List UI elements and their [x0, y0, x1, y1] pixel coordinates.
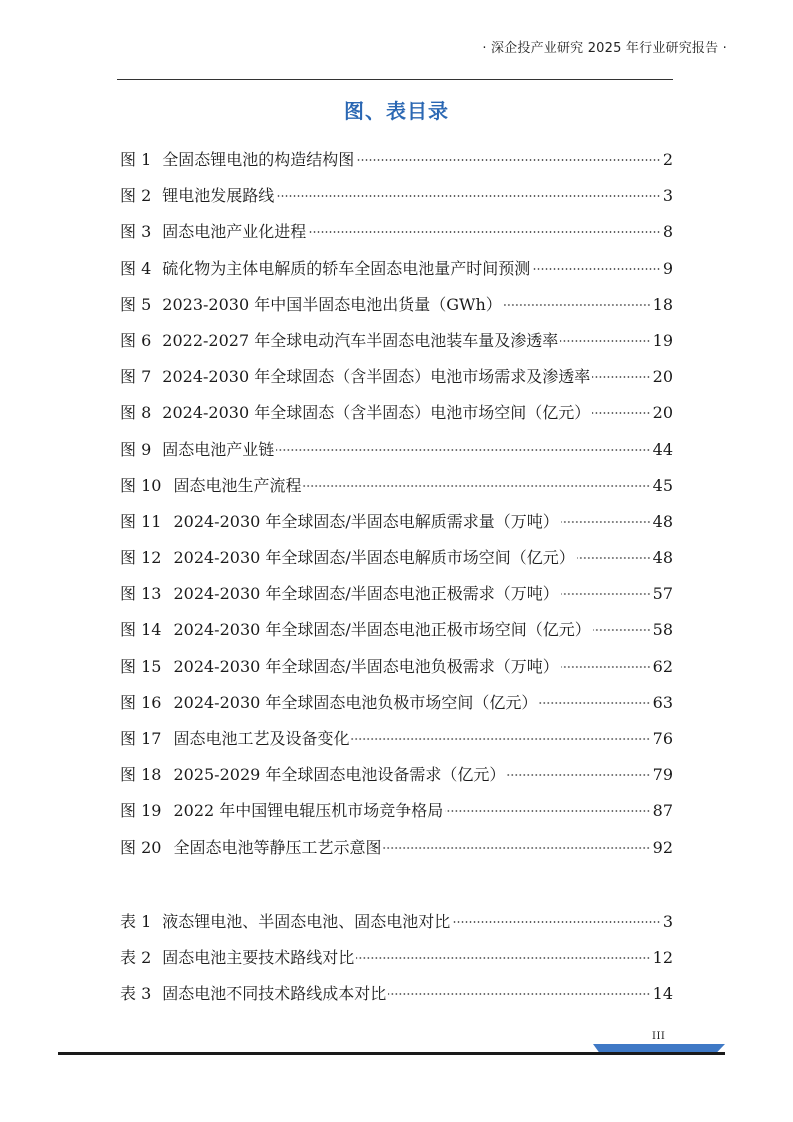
- entry-label: 图 4: [120, 258, 152, 278]
- figure-entry[interactable]: [120, 251, 673, 287]
- dot-leader: [532, 268, 661, 270]
- header-divider: [117, 79, 673, 80]
- entry-label: 图 15: [120, 656, 162, 676]
- entry-title: 2024-2030 年全球固态/半固态电池负极需求（万吨）: [173, 656, 559, 676]
- dot-leader: [593, 629, 651, 631]
- entry-page-number: 63: [652, 692, 673, 712]
- entry-label: 图 5: [120, 294, 152, 314]
- figure-entry[interactable]: [120, 214, 673, 250]
- entry-title: 固态电池工艺及设备变化: [173, 729, 350, 748]
- dot-leader: [308, 231, 661, 233]
- entry-title: 2024-2030 年全球固态（含半固态）电池市场需求及渗透率: [162, 367, 591, 387]
- table-entry[interactable]: [120, 976, 673, 1012]
- entry-title: 2022-2027 年全球电动汽车半固态电池装车量及渗透率: [162, 330, 559, 350]
- entry-title: 液态锂电池、半固态电池、固态电池对比: [162, 912, 451, 931]
- entry-label: 图 7: [120, 367, 152, 387]
- dot-leader: [388, 993, 650, 995]
- figure-entry[interactable]: [120, 757, 673, 793]
- entry-page-number: 87: [652, 801, 673, 821]
- entry-title: 固态电池不同技术路线成本对比: [162, 984, 387, 1004]
- table-entry[interactable]: [120, 940, 673, 976]
- entry-page-number: 79: [652, 765, 673, 785]
- entry-label: 图 8: [120, 403, 152, 423]
- entry-label: 图 6: [120, 330, 152, 350]
- entry-label: 图 16: [120, 692, 162, 712]
- figure-entry[interactable]: [120, 432, 673, 468]
- entry-label: 图 12: [120, 548, 162, 568]
- entry-page-number: 45: [652, 475, 673, 495]
- dot-leader: [507, 774, 650, 776]
- dot-leader: [303, 485, 650, 487]
- entry-label: 图 11: [120, 511, 162, 531]
- entry-page-number: 3: [662, 186, 673, 206]
- entry-page-number: 92: [652, 837, 673, 857]
- entry-label: 图 3: [120, 222, 152, 242]
- entry-title: 全固态锂电池的构造结构图: [162, 150, 355, 169]
- dot-leader: [577, 557, 651, 559]
- entry-page-number: 2: [662, 150, 673, 169]
- entry-label: 图 14: [120, 620, 162, 640]
- entry-label: 图 2: [120, 186, 152, 206]
- table-list: [120, 904, 673, 1013]
- page-title: 图、表目录: [344, 99, 449, 123]
- dot-leader: [561, 666, 651, 668]
- figure-entry[interactable]: [120, 395, 673, 431]
- dot-leader: [445, 810, 650, 812]
- figure-entry[interactable]: [120, 793, 673, 829]
- entry-title: 固态电池产业链: [162, 439, 275, 459]
- figure-entry[interactable]: [120, 540, 673, 576]
- entry-page-number: 58: [652, 620, 673, 640]
- dot-leader: [351, 738, 650, 740]
- entry-title: 2022 年中国锂电辊压机市场竞争格局: [173, 801, 444, 821]
- dot-leader: [504, 304, 651, 306]
- dot-leader: [560, 340, 650, 342]
- dot-leader: [452, 921, 661, 923]
- entry-page-number: 20: [652, 367, 673, 387]
- entry-title: 2024-2030 年全球固态电池负极市场空间（亿元）: [173, 692, 538, 712]
- figure-entry[interactable]: [120, 649, 673, 685]
- entry-page-number: 18: [652, 294, 673, 314]
- figure-entry[interactable]: [120, 323, 673, 359]
- figure-entry[interactable]: [120, 721, 673, 757]
- dot-leader: [356, 957, 650, 959]
- entry-label: 表 3: [120, 984, 152, 1004]
- dot-leader: [592, 412, 650, 414]
- entry-label: 图 18: [120, 765, 162, 785]
- entry-title: 2024-2030 年全球固态/半固态电池正极市场空间（亿元）: [173, 620, 591, 640]
- entry-page-number: 20: [652, 403, 673, 423]
- figure-entry[interactable]: [120, 504, 673, 540]
- entry-page-number: 3: [662, 912, 673, 931]
- entry-title: 2024-2030 年全球固态（含半固态）电池市场空间（亿元）: [162, 403, 591, 423]
- page-number: III: [652, 1031, 666, 1042]
- entry-page-number: 9: [662, 258, 673, 278]
- figure-entry[interactable]: [120, 468, 673, 504]
- entry-label: 图 10: [120, 475, 162, 495]
- running-header: · 深企投产业研究 2025 年行业研究报告 ·: [482, 41, 727, 56]
- dot-leader: [276, 195, 661, 197]
- entry-label: 图 20: [120, 837, 162, 857]
- figure-entry[interactable]: [120, 142, 673, 178]
- entry-page-number: 44: [652, 439, 673, 459]
- figure-list: [120, 142, 673, 866]
- dot-leader: [539, 702, 650, 704]
- entry-page-number: 57: [652, 584, 673, 604]
- entry-page-number: 8: [662, 222, 673, 242]
- entry-title: 硫化物为主体电解质的轿车全固态电池量产时间预测: [162, 258, 531, 278]
- footer-divider: [58, 1052, 725, 1055]
- entry-label: 图 1: [120, 150, 152, 169]
- figure-entry[interactable]: [120, 830, 673, 866]
- entry-title: 固态电池主要技术路线对比: [162, 948, 355, 968]
- entry-title: 固态电池生产流程: [173, 475, 302, 495]
- entry-page-number: 19: [652, 330, 673, 350]
- entry-title: 锂电池发展路线: [162, 186, 275, 206]
- entry-page-number: 62: [652, 656, 673, 676]
- entry-label: 图 9: [120, 439, 152, 459]
- table-entry[interactable]: [120, 904, 673, 940]
- entry-title: 固态电池产业化进程: [162, 222, 307, 242]
- dot-leader: [561, 593, 651, 595]
- entry-page-number: 48: [652, 511, 673, 531]
- entry-title: 2023-2030 年中国半固态电池出货量（GWh）: [162, 294, 502, 314]
- figure-entry[interactable]: [120, 178, 673, 214]
- entry-page-number: 76: [652, 729, 673, 748]
- figure-entry[interactable]: [120, 612, 673, 648]
- entry-title: 2024-2030 年全球固态/半固态电解质市场空间（亿元）: [173, 548, 575, 568]
- entry-label: 图 17: [120, 729, 162, 748]
- entry-page-number: 12: [652, 948, 673, 968]
- entry-title: 2024-2030 年全球固态/半固态电解质需求量（万吨）: [173, 511, 559, 531]
- figure-entry[interactable]: [120, 287, 673, 323]
- entry-page-number: 48: [652, 548, 673, 568]
- entry-label: 表 1: [120, 912, 152, 931]
- entry-title: 2025-2029 年全球固态电池设备需求（亿元）: [173, 765, 506, 785]
- entry-page-number: 14: [652, 984, 673, 1004]
- figure-entry[interactable]: [120, 576, 673, 612]
- entry-title: 全固态电池等静压工艺示意图: [173, 837, 382, 857]
- figure-entry[interactable]: [120, 359, 673, 395]
- dot-leader: [356, 159, 661, 161]
- entry-title: 2024-2030 年全球固态/半固态电池正极需求（万吨）: [173, 584, 559, 604]
- entry-label: 表 2: [120, 948, 152, 968]
- dot-leader: [561, 521, 651, 523]
- entry-label: 图 19: [120, 801, 162, 821]
- dot-leader: [383, 847, 650, 849]
- figure-entry[interactable]: [120, 685, 673, 721]
- dot-leader: [276, 449, 650, 451]
- dot-leader: [592, 376, 650, 378]
- entry-label: 图 13: [120, 584, 162, 604]
